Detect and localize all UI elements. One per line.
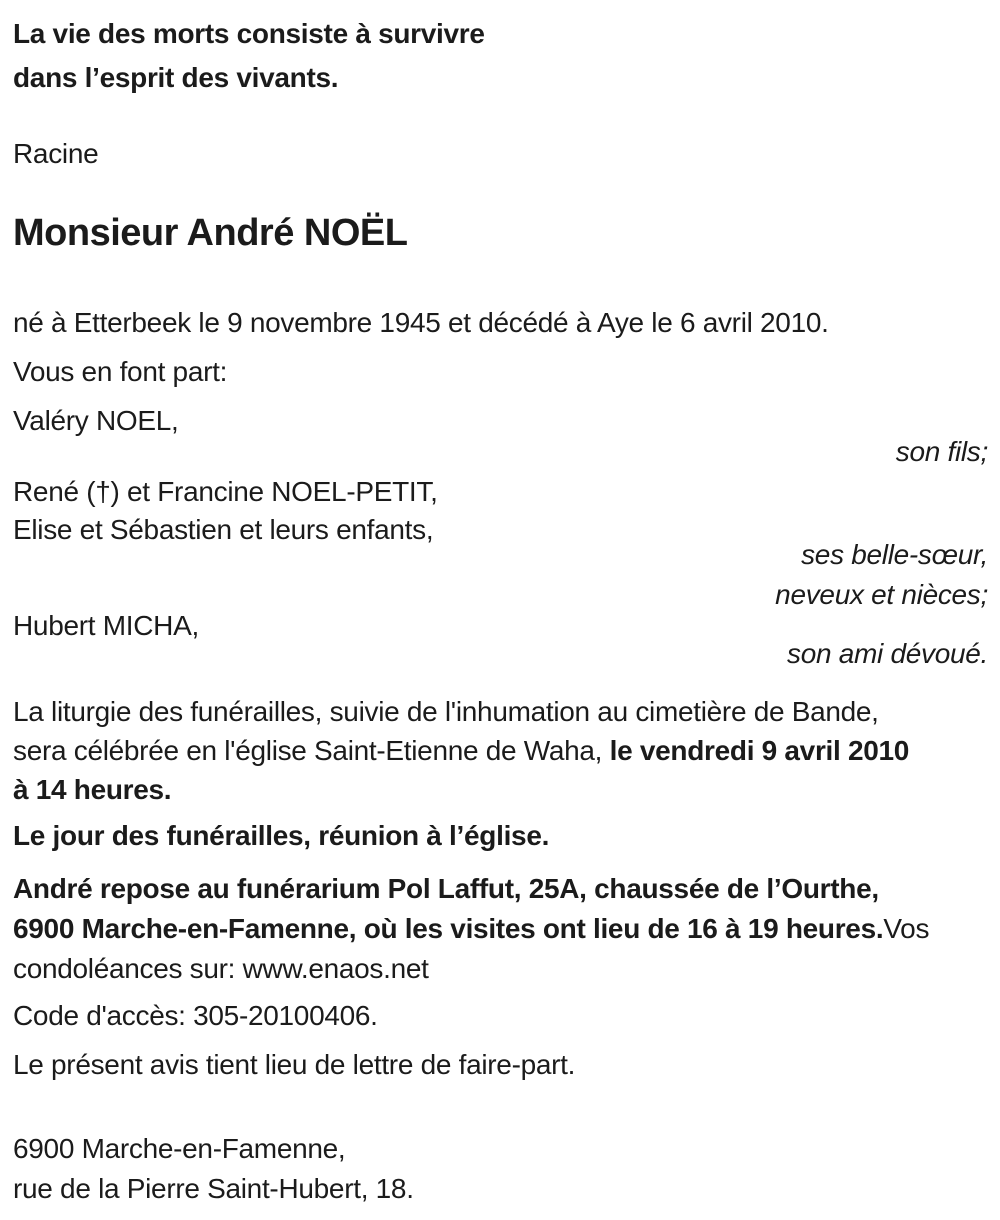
contact-address-line2: rue de la Pierre Saint-Hubert, 18. [13, 1173, 414, 1204]
mourner-family-role-line2: neveux et nièces; [775, 579, 988, 610]
announcement-intro: Vous en font part: [13, 356, 228, 387]
faire-part-line: Le présent avis tient lieu de lettre de faire-part. [13, 1049, 576, 1080]
access-code-line: Code d'accès: 305-20100406. [13, 1000, 378, 1031]
funerarium-address-line1: André repose au funérarium Pol Laffut, 25A, chaussée de l’Ourthe, [13, 873, 879, 904]
condolences-url-line: condoléances sur: www.enaos.net [13, 953, 429, 984]
funerarium-address-line2: 6900 Marche-en-Famenne, où les visites ont lieu de 16 à 19 heures. [13, 913, 884, 944]
quote-author: Racine [13, 138, 99, 169]
mourner-son-name: Valéry NOEL, [13, 405, 179, 436]
mourner-family-line2: Elise et Sébastien et leurs enfants, [13, 514, 434, 545]
funerarium-paragraph [13, 869, 988, 989]
contact-address-line1: 6900 Marche-en-Famenne, [13, 1133, 346, 1164]
memorial-quote-line2: dans l’esprit des vivants. [13, 62, 339, 93]
mourner-son-role: son fils; [895, 436, 988, 467]
funeral-date-bold: le vendredi 9 avril 2010 [609, 735, 910, 766]
funeral-time-bold: à 14 heures. [13, 774, 172, 805]
mourner-family-line1: René (†) et Francine NOEL-PETIT, [13, 476, 438, 507]
mourner-family-role-line1: ses belle-sœur, [801, 539, 988, 570]
funeral-service-line2: sera célébrée en l'église Saint-Etienne de Waha, [13, 735, 610, 766]
memorial-quote-line1: La vie des morts consiste à survivre [13, 18, 485, 49]
birth-death-line: né à Etterbeek le 9 novembre 1945 et décédé à Aye le 6 avril 2010. [13, 307, 829, 338]
funeral-service-paragraph [13, 692, 988, 809]
church-meeting-line: Le jour des funérailles, réunion à l’église. [13, 820, 550, 851]
condolences-intro: Vos [883, 913, 930, 944]
funeral-service-line1: La liturgie des funérailles, suivie de l'inhumation au cimetière de Bande, [13, 696, 879, 727]
page-title: Monsieur André NOËL [13, 212, 408, 254]
mourner-friend-role: son ami dévoué. [787, 638, 988, 669]
contact-address [13, 1129, 988, 1209]
mourner-friend-name: Hubert MICHA, [13, 610, 199, 641]
memorial-quote [13, 12, 988, 100]
